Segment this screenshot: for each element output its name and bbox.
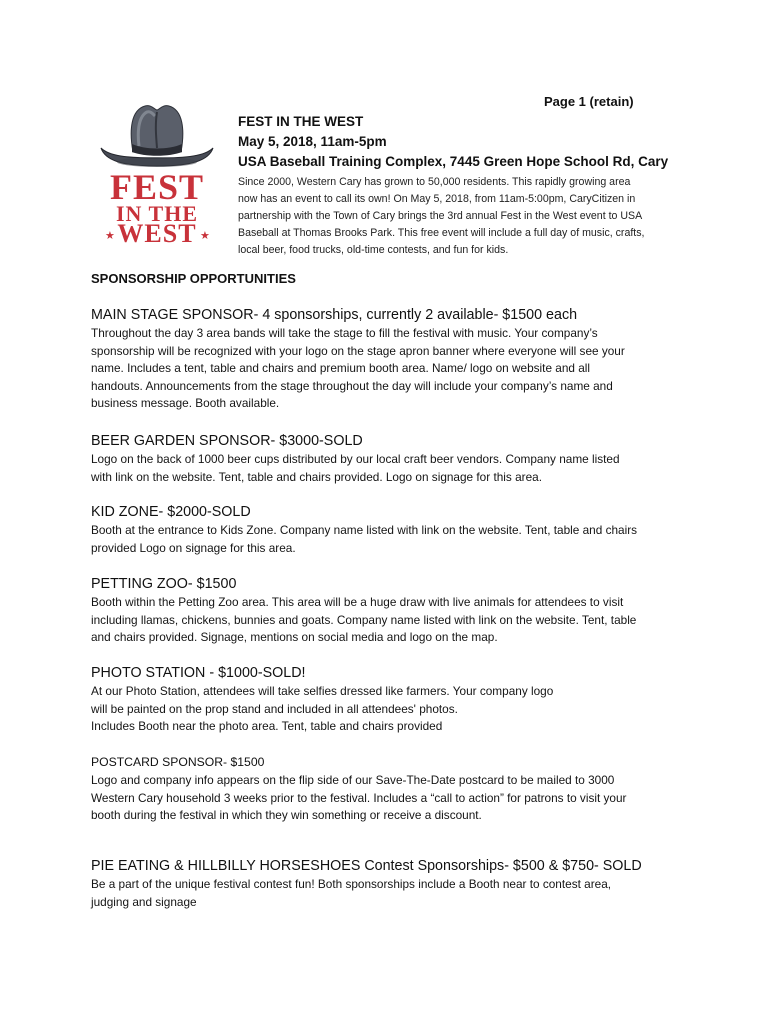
body-line: with link on the website. Tent, table and chairs provided. Logo on signage for this area. bbox=[91, 469, 542, 484]
body-line: Throughout the day 3 area bands will take the stage to fill the festival with music. Your company’s bbox=[91, 326, 598, 340]
body-line: business message. Booth available. bbox=[91, 396, 280, 411]
sponsor-section-postcard bbox=[91, 753, 691, 825]
section-title: PETTING ZOO- $1500 bbox=[91, 576, 237, 592]
body-line: handouts. Announcements from the stage throughout the day will include your company’s name and bbox=[91, 378, 613, 393]
section-title: MAIN STAGE SPONSOR- 4 sponsorships, currently 2 available- $1500 each bbox=[91, 307, 578, 323]
description-line: Baseball at Thomas Brooks Park. This free event will include a full day of music, crafts, bbox=[238, 227, 645, 239]
body-line: Be a part of the unique festival contest fun! Both sponsorships include a Booth near to contest area, bbox=[91, 877, 612, 891]
body-line: name. Includes a tent, table and chairs and premium booth area. Name/ logo on website and all bbox=[91, 361, 591, 376]
body-line: Logo and company info appears on the flip side of our Save-The-Date postcard to be mailed to 3000 bbox=[91, 773, 615, 787]
logo-text-fest: FEST bbox=[109, 167, 205, 207]
section-body bbox=[91, 772, 691, 825]
body-line: Booth within the Petting Zoo area. This area will be a huge draw with live animals for attendees to visit bbox=[91, 595, 624, 609]
sponsor-section-kid-zone bbox=[91, 503, 691, 557]
body-line: will be painted on the prop stand and included in all attendees' photos. bbox=[91, 701, 458, 716]
description-line: now has an event to call its own! On May 5, 2018, from 11am-5:00pm, CaryCitizen in bbox=[238, 193, 636, 205]
fest-in-the-west-logo bbox=[95, 100, 219, 245]
body-line: Includes Booth near the photo area. Tent, table and chairs provided bbox=[91, 719, 443, 734]
body-line: Booth at the entrance to Kids Zone. Company name listed with link on the website. Tent, table and chairs bbox=[91, 523, 638, 537]
logo-star-right: ★ bbox=[200, 230, 210, 242]
section-title: BEER GARDEN SPONSOR- $3000-SOLD bbox=[91, 433, 363, 449]
description-line: partnership with the Town of Cary brings the 3rd annual Fest in the West event to USA bbox=[238, 210, 643, 222]
event-date: May 5, 2018, 11am-5pm bbox=[238, 134, 387, 149]
section-body bbox=[91, 594, 691, 647]
logo-text-west: WEST bbox=[117, 219, 197, 245]
sponsor-section-main-stage bbox=[91, 306, 691, 413]
section-title: POSTCARD SPONSOR- $1500 bbox=[91, 755, 265, 769]
section-body bbox=[91, 522, 691, 557]
page-label: Page 1 (retain) bbox=[544, 94, 634, 109]
event-venue: USA Baseball Training Complex, 7445 Green Hope School Rd, Cary bbox=[238, 154, 669, 169]
body-line: and chairs provided. Signage, mentions on social media and logo on the map. bbox=[91, 630, 498, 645]
logo-star-left: ★ bbox=[105, 230, 115, 242]
section-body bbox=[91, 451, 691, 486]
body-line: provided Logo on signage for this area. bbox=[91, 540, 296, 555]
section-body bbox=[91, 876, 691, 911]
sponsor-section-beer-garden bbox=[91, 432, 691, 486]
event-title: FEST IN THE WEST bbox=[238, 114, 364, 129]
event-description bbox=[238, 174, 688, 259]
body-line: sponsorship will be recognized with your logo on the stage apron banner where everyone will see your bbox=[91, 343, 625, 358]
body-line: At our Photo Station, attendees will take selfies dressed like farmers. Your company logo bbox=[91, 684, 554, 698]
section-title: PHOTO STATION - $1000-SOLD! bbox=[91, 665, 306, 681]
cowboy-hat-icon bbox=[101, 106, 213, 167]
body-line: booth during the festival in which they win something or receive a discount. bbox=[91, 808, 482, 823]
body-line: Western Cary household 3 weeks prior to the festival. Includes a “call to action” for patrons to visit your bbox=[91, 790, 627, 805]
section-title: KID ZONE- $2000-SOLD bbox=[91, 504, 251, 520]
sponsor-section-petting-zoo bbox=[91, 575, 691, 647]
section-body bbox=[91, 683, 691, 736]
description-line: local beer, food trucks, old-time contests, and fun for kids. bbox=[238, 244, 509, 256]
body-line: judging and signage bbox=[91, 894, 197, 909]
sponsorship-heading: SPONSORSHIP OPPORTUNITIES bbox=[91, 271, 296, 286]
body-line: including llamas, chickens, bunnies and goats. Company name listed with link on the website. Tent, table bbox=[91, 612, 637, 627]
body-line: Logo on the back of 1000 beer cups distributed by our local craft beer vendors. Company name listed bbox=[91, 452, 620, 466]
section-title: PIE EATING & HILLBILLY HORSESHOES Contest Sponsorships- $500 & $750- SOLD bbox=[91, 858, 642, 874]
sponsor-section-photo-station bbox=[91, 664, 691, 736]
event-header bbox=[238, 112, 688, 259]
section-body bbox=[91, 325, 691, 413]
description-line: Since 2000, Western Cary has grown to 50,000 residents. This rapidly growing area bbox=[238, 176, 631, 188]
sponsor-section-contests bbox=[91, 857, 691, 911]
logo-text-in-the: IN THE bbox=[115, 201, 199, 226]
